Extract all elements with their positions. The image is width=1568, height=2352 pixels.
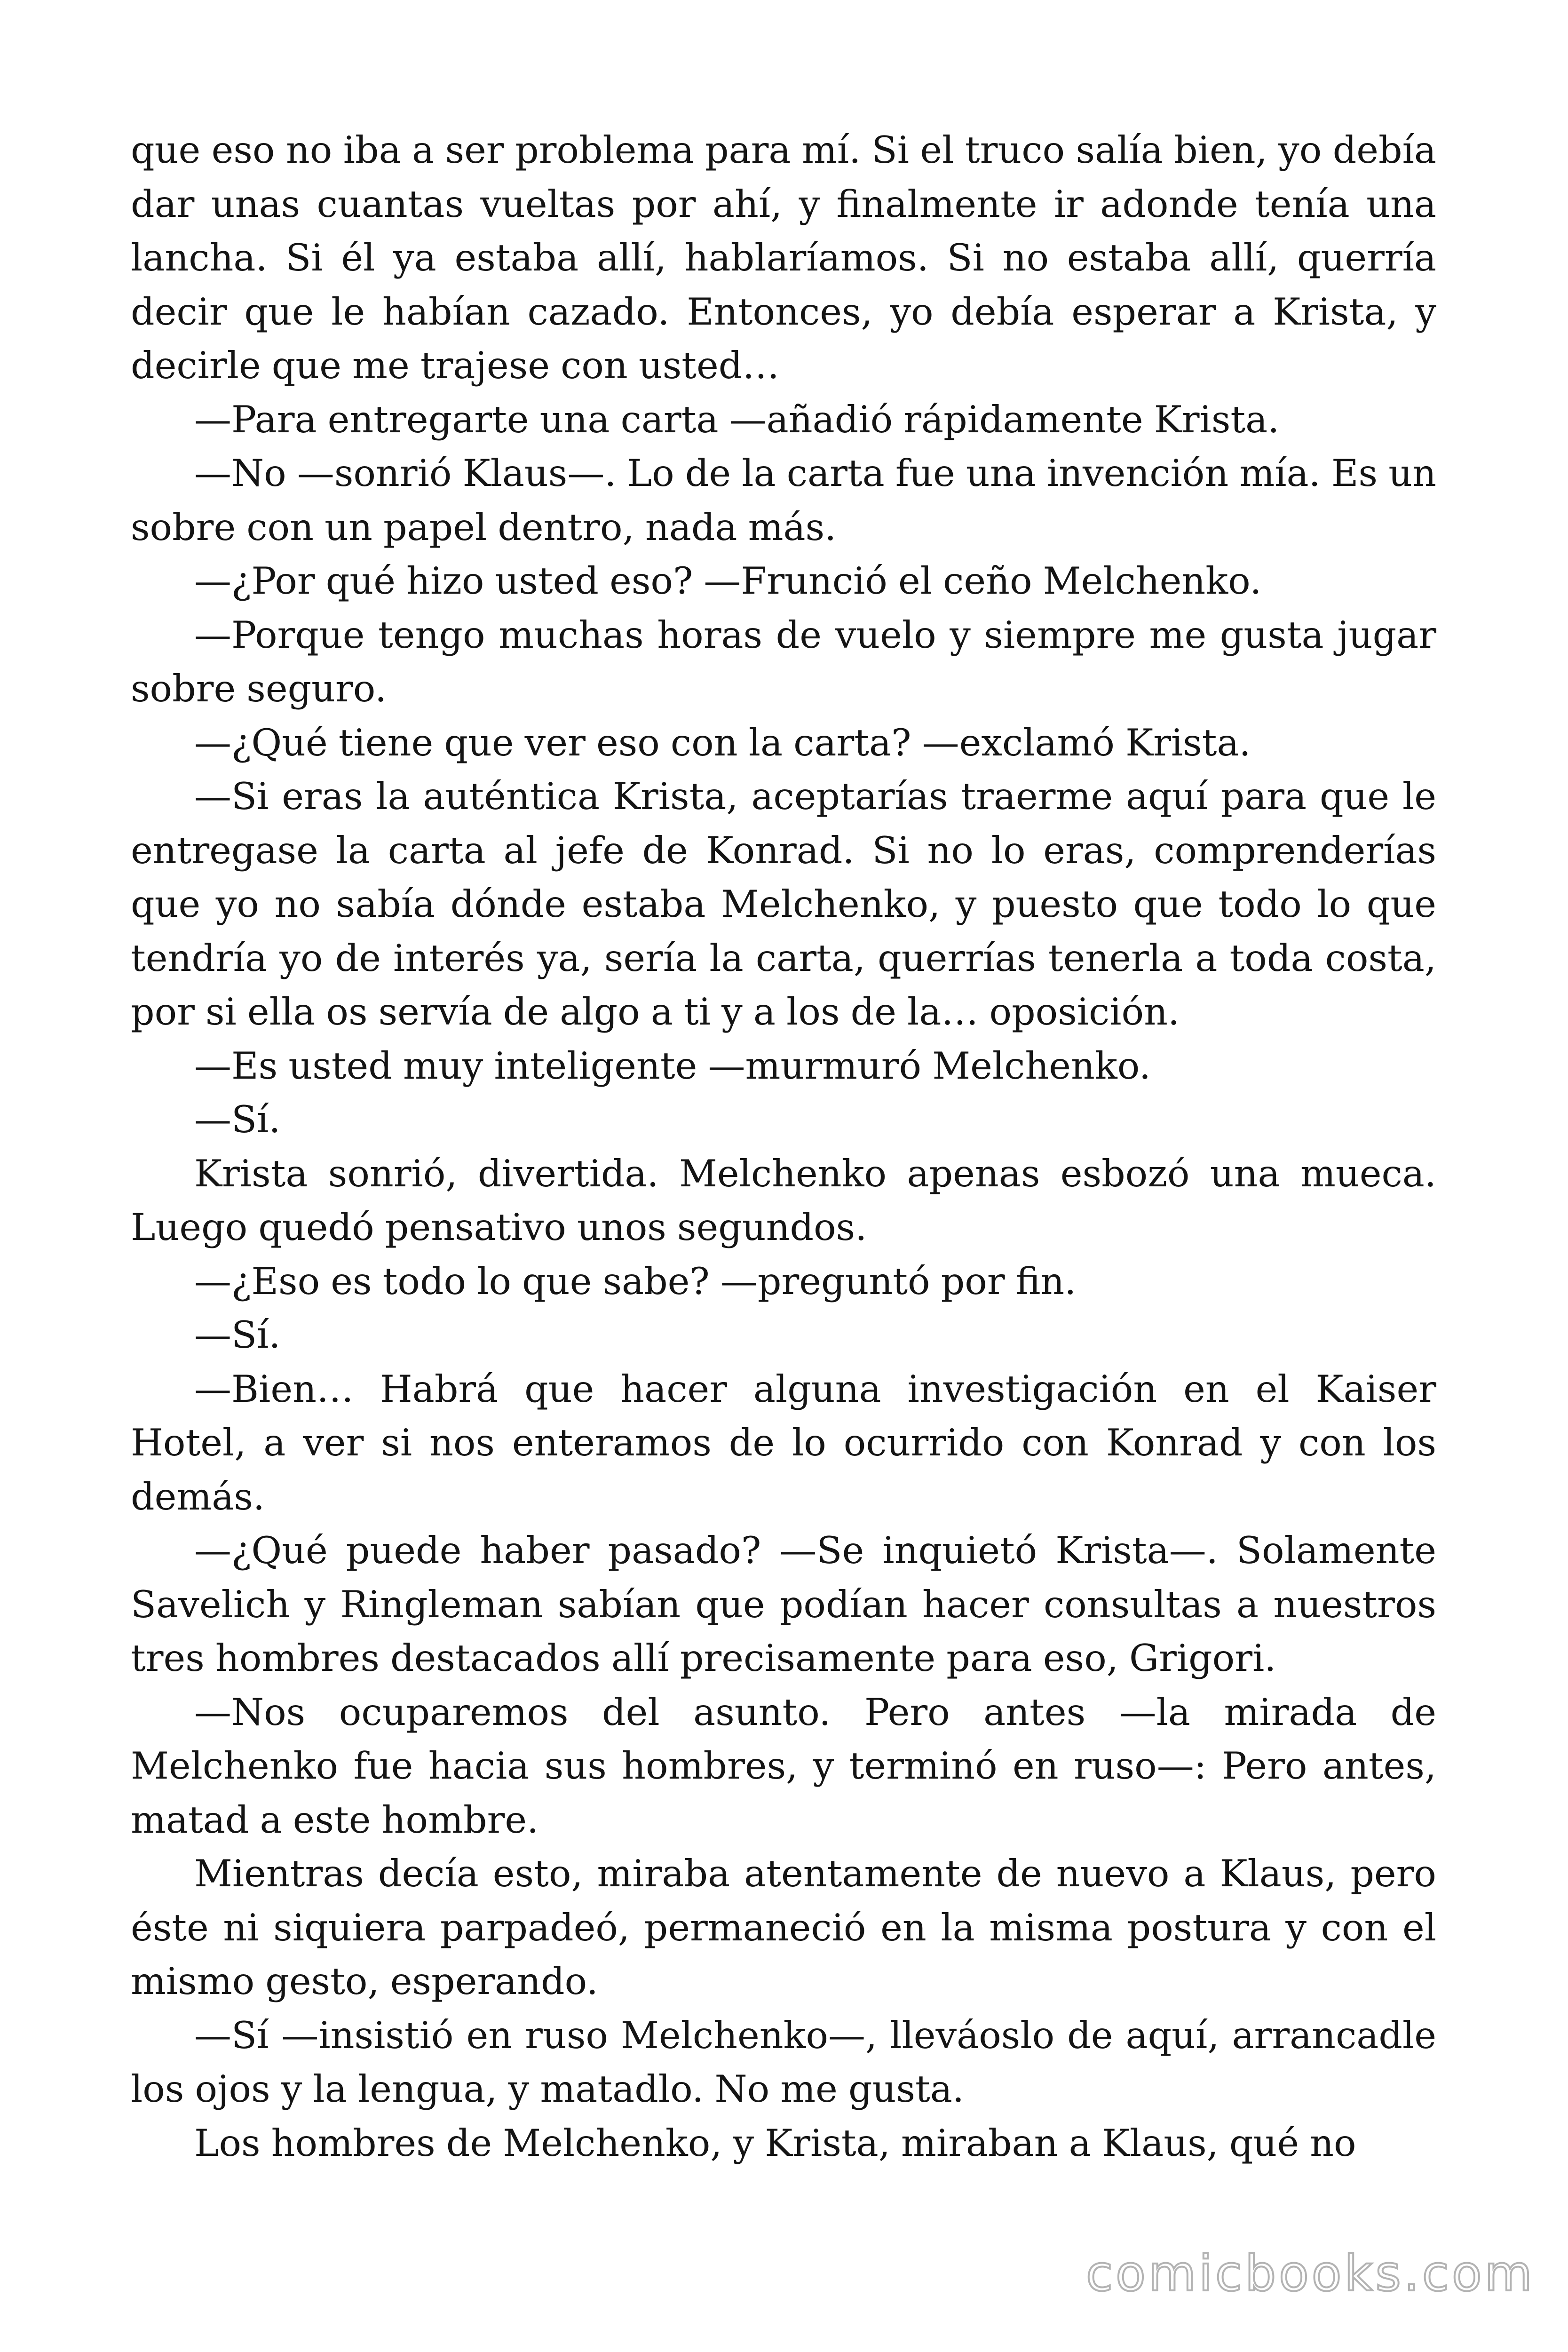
paragraph: —Sí —insistió en ruso Melchenko—, lleváoslo de aquí, arrancadle los ojos y la lengua, y matadlo. No me gusta. — [131, 2013, 1436, 2111]
paragraph: Mientras decía esto, miraba atentamente de nuevo a Klaus, pero éste ni siquiera parpadeó, permaneció en la misma postura y con el mismo gesto, esperando. — [131, 1852, 1436, 2003]
paragraph: —Sí. — [194, 1313, 281, 1357]
paragraph: —Porque tengo muchas horas de vuelo y siempre me gusta jugar sobre seguro. — [131, 613, 1436, 710]
paragraph: Krista sonrió, divertida. Melchenko apenas esbozó una mueca. Luego quedó pensativo unos segundos. — [131, 1152, 1436, 1249]
paragraph: —No —sonrió Klaus—. Lo de la carta fue una invención mía. Es un sobre con un papel dentro, nada más. — [131, 452, 1436, 549]
paragraph: —¿Qué tiene que ver eso con la carta? —exclamó Krista. — [194, 721, 1251, 764]
paragraph: Los hombres de Melchenko, y Krista, miraban a Klaus, qué no — [194, 2121, 1356, 2165]
paragraph: —Bien… Habrá que hacer alguna investigación en el Kaiser Hotel, a ver si nos enteramos de lo ocurrido con Konrad y con los demás. — [131, 1367, 1436, 1518]
paragraph: que eso no iba a ser problema para mí. Si el truco salía bien, yo debía dar unas cuantas vueltas por ahí, y finalmente ir adonde tenía una lancha. Si él ya estaba allí, hablaríamos. Si no estaba allí, querría decir que le habían cazado. Entonces, yo debía esperar a Krista, y decirle que me trajese con usted… — [131, 128, 1436, 387]
paragraph: —¿Qué puede haber pasado? —Se inquietó Krista—. Solamente Savelich y Ringleman sabían que podían hacer consultas a nuestros tres hombres destacados allí precisamente para eso, Grigori. — [131, 1529, 1436, 1680]
watermark: comicbooks.com — [1085, 2245, 1535, 2302]
paragraph: —Es usted muy inteligente —murmuró Melchenko. — [194, 1044, 1151, 1088]
paragraph: —Para entregarte una carta —añadió rápidamente Krista. — [194, 397, 1280, 441]
paragraph: —Sí. — [194, 1098, 281, 1141]
paragraph: —Nos ocuparemos del asunto. Pero antes —la mirada de Melchenko fue hacia sus hombres, y terminó en ruso—: Pero antes, matad a este hombre. — [131, 1690, 1436, 1842]
paragraph: —¿Eso es todo lo que sabe? —preguntó por fin. — [194, 1259, 1077, 1303]
paragraph: —¿Por qué hizo usted eso? —Frunció el ceño Melchenko. — [194, 559, 1262, 603]
paragraph: —Si eras la auténtica Krista, aceptarías traerme aquí para que le entregase la carta al jefe de Konrad. Si no lo eras, comprenderías que yo no sabía dónde estaba Melchenko, y puesto que todo lo que tendría yo de interés ya, sería la carta, querrías tenerla a toda costa, por si ella os servía de algo a ti y a los de la… oposición. — [131, 775, 1436, 1033]
body-text — [131, 123, 1436, 2170]
